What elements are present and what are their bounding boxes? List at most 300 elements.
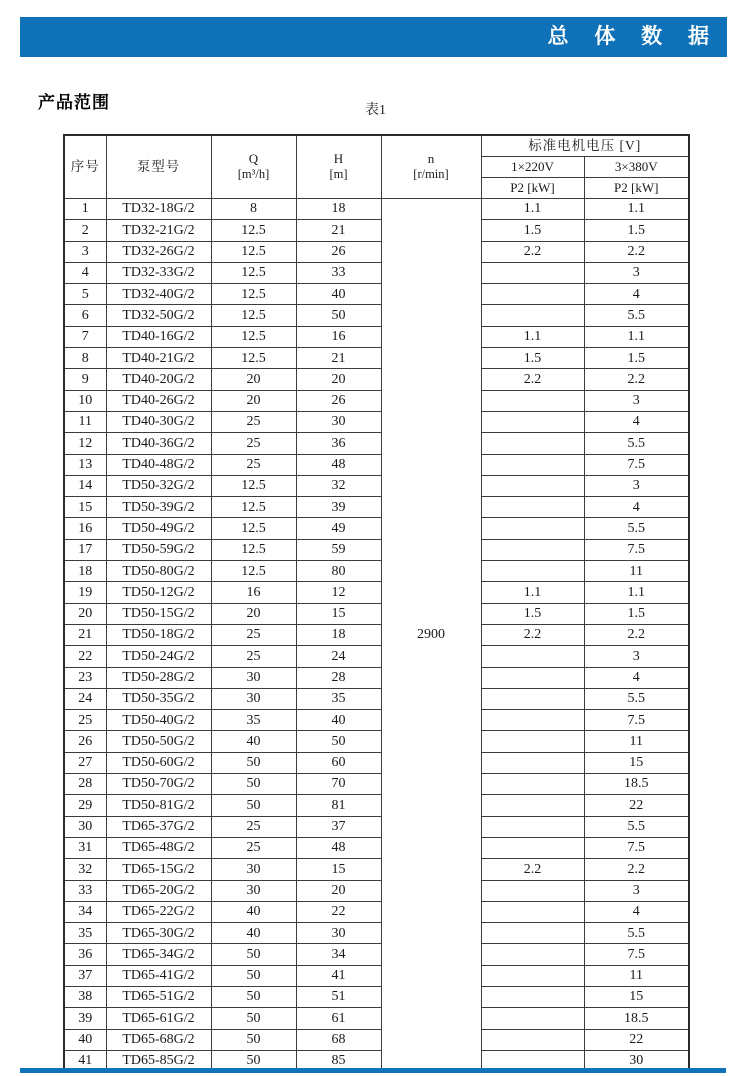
cell-h: 37 <box>296 816 381 837</box>
cell-no: 14 <box>64 475 106 496</box>
cell-q: 25 <box>211 433 296 454</box>
header-380v: 3×380V <box>584 157 689 178</box>
cell-p220 <box>481 688 584 709</box>
cell-p380: 4 <box>584 667 689 688</box>
cell-h: 34 <box>296 944 381 965</box>
table-row <box>64 859 689 880</box>
cell-no: 27 <box>64 752 106 773</box>
cell-q: 40 <box>211 923 296 944</box>
cell-p220 <box>481 411 584 432</box>
cell-model: TD65-61G/2 <box>106 1008 211 1029</box>
table-body <box>64 199 689 1073</box>
cell-h: 32 <box>296 475 381 496</box>
cell-model: TD40-16G/2 <box>106 326 211 347</box>
cell-p380: 7.5 <box>584 454 689 475</box>
cell-p220 <box>481 923 584 944</box>
table-row <box>64 262 689 283</box>
cell-no: 7 <box>64 326 106 347</box>
cell-h: 81 <box>296 795 381 816</box>
cell-h: 40 <box>296 284 381 305</box>
cell-h: 30 <box>296 923 381 944</box>
cell-p380: 11 <box>584 731 689 752</box>
cell-p380: 4 <box>584 411 689 432</box>
cell-p220 <box>481 752 584 773</box>
cell-p220: 1.5 <box>481 220 584 241</box>
header-voltage-group: 标准电机电压 [V] <box>481 135 689 157</box>
cell-model: TD50-28G/2 <box>106 667 211 688</box>
cell-p380: 30 <box>584 1050 689 1072</box>
cell-q: 50 <box>211 965 296 986</box>
cell-h: 39 <box>296 497 381 518</box>
header-h <box>296 135 381 199</box>
header-banner <box>20 17 727 57</box>
cell-no: 30 <box>64 816 106 837</box>
cell-model: TD50-49G/2 <box>106 518 211 539</box>
cell-q: 12.5 <box>211 475 296 496</box>
cell-q: 25 <box>211 837 296 858</box>
cell-q: 50 <box>211 752 296 773</box>
cell-no: 41 <box>64 1050 106 1072</box>
cell-h: 22 <box>296 901 381 922</box>
header-n <box>381 135 481 199</box>
cell-model: TD40-36G/2 <box>106 433 211 454</box>
cell-p220 <box>481 539 584 560</box>
table-row <box>64 369 689 390</box>
cell-no: 17 <box>64 539 106 560</box>
cell-p220: 2.2 <box>481 624 584 645</box>
header-p2-380: P2 [kW] <box>584 178 689 199</box>
cell-p220 <box>481 667 584 688</box>
table-row <box>64 774 689 795</box>
cell-no: 25 <box>64 710 106 731</box>
cell-q: 25 <box>211 646 296 667</box>
table-row <box>64 305 689 326</box>
cell-model: TD50-80G/2 <box>106 561 211 582</box>
cell-model: TD50-24G/2 <box>106 646 211 667</box>
cell-model: TD40-48G/2 <box>106 454 211 475</box>
cell-no: 28 <box>64 774 106 795</box>
cell-model: TD50-40G/2 <box>106 710 211 731</box>
header-no: 序号 <box>64 135 106 199</box>
cell-h: 41 <box>296 965 381 986</box>
table-row <box>64 731 689 752</box>
table-header <box>64 135 689 199</box>
cell-no: 24 <box>64 688 106 709</box>
cell-no: 16 <box>64 518 106 539</box>
header-n-unit: [r/min] <box>413 167 449 182</box>
cell-h: 48 <box>296 454 381 475</box>
cell-no: 32 <box>64 859 106 880</box>
cell-p380: 1.5 <box>584 220 689 241</box>
cell-h: 12 <box>296 582 381 603</box>
cell-h: 48 <box>296 837 381 858</box>
cell-q: 30 <box>211 667 296 688</box>
cell-q: 12.5 <box>211 539 296 560</box>
cell-no: 15 <box>64 497 106 518</box>
cell-h: 50 <box>296 305 381 326</box>
cell-p220 <box>481 1008 584 1029</box>
cell-p220 <box>481 390 584 411</box>
cell-no: 31 <box>64 837 106 858</box>
cell-q: 12.5 <box>211 326 296 347</box>
table-row <box>64 475 689 496</box>
cell-p380: 3 <box>584 262 689 283</box>
cell-no: 19 <box>64 582 106 603</box>
cell-model: TD65-20G/2 <box>106 880 211 901</box>
cell-p220 <box>481 731 584 752</box>
cell-p380: 7.5 <box>584 944 689 965</box>
header-h-unit: [m] <box>329 167 348 182</box>
cell-h: 80 <box>296 561 381 582</box>
cell-p380: 22 <box>584 795 689 816</box>
cell-p380: 5.5 <box>584 433 689 454</box>
cell-p380: 5.5 <box>584 688 689 709</box>
cell-h: 33 <box>296 262 381 283</box>
cell-h: 30 <box>296 411 381 432</box>
cell-p380: 7.5 <box>584 837 689 858</box>
cell-no: 23 <box>64 667 106 688</box>
header-h-symbol: H <box>333 151 344 167</box>
cell-no: 33 <box>64 880 106 901</box>
cell-p380: 2.2 <box>584 369 689 390</box>
cell-q: 40 <box>211 731 296 752</box>
cell-model: TD50-18G/2 <box>106 624 211 645</box>
cell-q: 12.5 <box>211 497 296 518</box>
table-row <box>64 241 689 262</box>
cell-q: 16 <box>211 582 296 603</box>
cell-model: TD65-37G/2 <box>106 816 211 837</box>
cell-model: TD50-60G/2 <box>106 752 211 773</box>
table-row <box>64 667 689 688</box>
cell-p380: 5.5 <box>584 305 689 326</box>
cell-no: 39 <box>64 1008 106 1029</box>
cell-h: 51 <box>296 986 381 1007</box>
cell-no: 13 <box>64 454 106 475</box>
cell-no: 26 <box>64 731 106 752</box>
cell-p220 <box>481 305 584 326</box>
cell-q: 30 <box>211 859 296 880</box>
header-p2-220: P2 [kW] <box>481 178 584 199</box>
cell-model: TD50-50G/2 <box>106 731 211 752</box>
cell-p380: 1.1 <box>584 582 689 603</box>
cell-p220 <box>481 880 584 901</box>
cell-h: 21 <box>296 220 381 241</box>
cell-q: 40 <box>211 901 296 922</box>
header-q-unit: [m³/h] <box>237 167 270 182</box>
cell-p380: 1.5 <box>584 348 689 369</box>
table-row <box>64 539 689 560</box>
cell-p220 <box>481 795 584 816</box>
cell-q: 50 <box>211 795 296 816</box>
cell-p380: 2.2 <box>584 624 689 645</box>
cell-no: 21 <box>64 624 106 645</box>
header-n-symbol: n <box>427 151 435 167</box>
table-row <box>64 901 689 922</box>
cell-p380: 5.5 <box>584 923 689 944</box>
cell-n-merged: 2900 <box>381 199 481 1073</box>
cell-p220 <box>481 561 584 582</box>
table-row <box>64 646 689 667</box>
cell-p220 <box>481 433 584 454</box>
cell-model: TD65-15G/2 <box>106 859 211 880</box>
header-model: 泵型号 <box>106 135 211 199</box>
cell-q: 30 <box>211 880 296 901</box>
table-row <box>64 837 689 858</box>
cell-h: 85 <box>296 1050 381 1072</box>
table-row <box>64 497 689 518</box>
cell-h: 18 <box>296 624 381 645</box>
cell-p380: 22 <box>584 1029 689 1050</box>
cell-q: 12.5 <box>211 561 296 582</box>
cell-q: 50 <box>211 774 296 795</box>
cell-p220 <box>481 497 584 518</box>
cell-model: TD32-18G/2 <box>106 199 211 220</box>
cell-model: TD65-34G/2 <box>106 944 211 965</box>
cell-h: 20 <box>296 369 381 390</box>
cell-p220 <box>481 518 584 539</box>
cell-q: 50 <box>211 1029 296 1050</box>
cell-h: 61 <box>296 1008 381 1029</box>
table-row <box>64 603 689 624</box>
header-q-symbol: Q <box>248 151 259 167</box>
table-row <box>64 880 689 901</box>
cell-p380: 3 <box>584 646 689 667</box>
cell-p380: 3 <box>584 390 689 411</box>
cell-no: 38 <box>64 986 106 1007</box>
cell-model: TD65-68G/2 <box>106 1029 211 1050</box>
cell-q: 8 <box>211 199 296 220</box>
page-title: 总 体 数 据 <box>547 25 719 48</box>
cell-model: TD50-32G/2 <box>106 475 211 496</box>
cell-h: 70 <box>296 774 381 795</box>
cell-h: 24 <box>296 646 381 667</box>
cell-no: 12 <box>64 433 106 454</box>
cell-h: 59 <box>296 539 381 560</box>
cell-q: 12.5 <box>211 348 296 369</box>
table-row <box>64 411 689 432</box>
section-title: 产品范围 <box>38 93 110 112</box>
cell-no: 20 <box>64 603 106 624</box>
cell-no: 4 <box>64 262 106 283</box>
cell-h: 15 <box>296 859 381 880</box>
cell-q: 50 <box>211 944 296 965</box>
cell-no: 22 <box>64 646 106 667</box>
cell-model: TD50-35G/2 <box>106 688 211 709</box>
table-row <box>64 923 689 944</box>
table-row <box>64 965 689 986</box>
header-220v: 1×220V <box>481 157 584 178</box>
cell-p220 <box>481 1029 584 1050</box>
cell-model: TD65-30G/2 <box>106 923 211 944</box>
cell-q: 12.5 <box>211 241 296 262</box>
cell-p380: 5.5 <box>584 518 689 539</box>
cell-model: TD50-81G/2 <box>106 795 211 816</box>
table-row <box>64 1029 689 1050</box>
table-row <box>64 710 689 731</box>
cell-q: 25 <box>211 816 296 837</box>
cell-p220: 2.2 <box>481 859 584 880</box>
cell-p220: 2.2 <box>481 369 584 390</box>
cell-p380: 7.5 <box>584 539 689 560</box>
cell-h: 68 <box>296 1029 381 1050</box>
cell-no: 35 <box>64 923 106 944</box>
cell-no: 5 <box>64 284 106 305</box>
cell-model: TD40-21G/2 <box>106 348 211 369</box>
cell-model: TD65-22G/2 <box>106 901 211 922</box>
table-row <box>64 284 689 305</box>
table-row <box>64 986 689 1007</box>
cell-p380: 7.5 <box>584 710 689 731</box>
cell-h: 20 <box>296 880 381 901</box>
cell-h: 49 <box>296 518 381 539</box>
cell-no: 2 <box>64 220 106 241</box>
cell-p220 <box>481 816 584 837</box>
cell-p380: 1.1 <box>584 326 689 347</box>
cell-q: 25 <box>211 411 296 432</box>
cell-q: 50 <box>211 986 296 1007</box>
table-row <box>64 944 689 965</box>
cell-h: 28 <box>296 667 381 688</box>
cell-h: 26 <box>296 390 381 411</box>
cell-no: 11 <box>64 411 106 432</box>
cell-h: 35 <box>296 688 381 709</box>
table-row <box>64 688 689 709</box>
table-row <box>64 220 689 241</box>
table-row <box>64 518 689 539</box>
cell-p220: 1.1 <box>481 582 584 603</box>
table-row <box>64 561 689 582</box>
footer-bar <box>20 1068 726 1073</box>
cell-h: 60 <box>296 752 381 773</box>
cell-model: TD32-40G/2 <box>106 284 211 305</box>
cell-h: 26 <box>296 241 381 262</box>
cell-p380: 4 <box>584 901 689 922</box>
cell-p220: 1.5 <box>481 603 584 624</box>
cell-p380: 2.2 <box>584 859 689 880</box>
cell-q: 50 <box>211 1050 296 1072</box>
cell-p380: 18.5 <box>584 1008 689 1029</box>
cell-p220 <box>481 454 584 475</box>
cell-q: 12.5 <box>211 284 296 305</box>
cell-model: TD50-70G/2 <box>106 774 211 795</box>
table-row <box>64 433 689 454</box>
cell-p220: 1.1 <box>481 199 584 220</box>
cell-p380: 15 <box>584 986 689 1007</box>
cell-h: 15 <box>296 603 381 624</box>
cell-model: TD50-15G/2 <box>106 603 211 624</box>
cell-p380: 4 <box>584 497 689 518</box>
cell-p220 <box>481 284 584 305</box>
cell-p380: 1.1 <box>584 199 689 220</box>
cell-model: TD40-26G/2 <box>106 390 211 411</box>
cell-no: 36 <box>64 944 106 965</box>
cell-no: 29 <box>64 795 106 816</box>
cell-model: TD50-12G/2 <box>106 582 211 603</box>
cell-model: TD50-39G/2 <box>106 497 211 518</box>
cell-no: 10 <box>64 390 106 411</box>
cell-p380: 3 <box>584 880 689 901</box>
cell-model: TD65-51G/2 <box>106 986 211 1007</box>
cell-q: 12.5 <box>211 305 296 326</box>
cell-p380: 11 <box>584 561 689 582</box>
header-q <box>211 135 296 199</box>
table-row <box>64 795 689 816</box>
cell-model: TD40-20G/2 <box>106 369 211 390</box>
cell-q: 25 <box>211 454 296 475</box>
cell-p220 <box>481 986 584 1007</box>
cell-p380: 5.5 <box>584 816 689 837</box>
cell-q: 20 <box>211 603 296 624</box>
cell-no: 40 <box>64 1029 106 1050</box>
cell-p380: 3 <box>584 475 689 496</box>
cell-p220: 1.1 <box>481 326 584 347</box>
cell-p220: 1.5 <box>481 348 584 369</box>
table-row <box>64 454 689 475</box>
cell-model: TD65-48G/2 <box>106 837 211 858</box>
cell-model: TD32-26G/2 <box>106 241 211 262</box>
cell-model: TD32-21G/2 <box>106 220 211 241</box>
cell-model: TD32-33G/2 <box>106 262 211 283</box>
cell-p220 <box>481 944 584 965</box>
cell-h: 18 <box>296 199 381 220</box>
cell-h: 36 <box>296 433 381 454</box>
cell-q: 12.5 <box>211 220 296 241</box>
table-row <box>64 199 689 220</box>
table-row <box>64 582 689 603</box>
cell-no: 9 <box>64 369 106 390</box>
table-row <box>64 326 689 347</box>
cell-p220 <box>481 774 584 795</box>
cell-model: TD50-59G/2 <box>106 539 211 560</box>
cell-no: 8 <box>64 348 106 369</box>
cell-q: 50 <box>211 1008 296 1029</box>
cell-h: 50 <box>296 731 381 752</box>
cell-no: 18 <box>64 561 106 582</box>
cell-p380: 4 <box>584 284 689 305</box>
cell-q: 20 <box>211 390 296 411</box>
table-row <box>64 390 689 411</box>
cell-p220 <box>481 901 584 922</box>
table-row <box>64 624 689 645</box>
cell-p380: 11 <box>584 965 689 986</box>
cell-no: 34 <box>64 901 106 922</box>
cell-p220 <box>481 710 584 731</box>
cell-q: 25 <box>211 624 296 645</box>
cell-no: 1 <box>64 199 106 220</box>
product-range-table <box>63 134 690 1073</box>
table-row <box>64 752 689 773</box>
cell-q: 20 <box>211 369 296 390</box>
cell-p220: 2.2 <box>481 241 584 262</box>
table-row <box>64 348 689 369</box>
cell-model: TD65-41G/2 <box>106 965 211 986</box>
cell-no: 37 <box>64 965 106 986</box>
cell-q: 35 <box>211 710 296 731</box>
cell-p220 <box>481 646 584 667</box>
cell-q: 12.5 <box>211 518 296 539</box>
cell-p220 <box>481 837 584 858</box>
table-caption: 表1 <box>365 103 386 118</box>
cell-model: TD40-30G/2 <box>106 411 211 432</box>
cell-no: 3 <box>64 241 106 262</box>
cell-model: TD32-50G/2 <box>106 305 211 326</box>
cell-p380: 15 <box>584 752 689 773</box>
cell-p220 <box>481 965 584 986</box>
cell-p380: 18.5 <box>584 774 689 795</box>
cell-h: 21 <box>296 348 381 369</box>
cell-q: 12.5 <box>211 262 296 283</box>
cell-p220 <box>481 475 584 496</box>
